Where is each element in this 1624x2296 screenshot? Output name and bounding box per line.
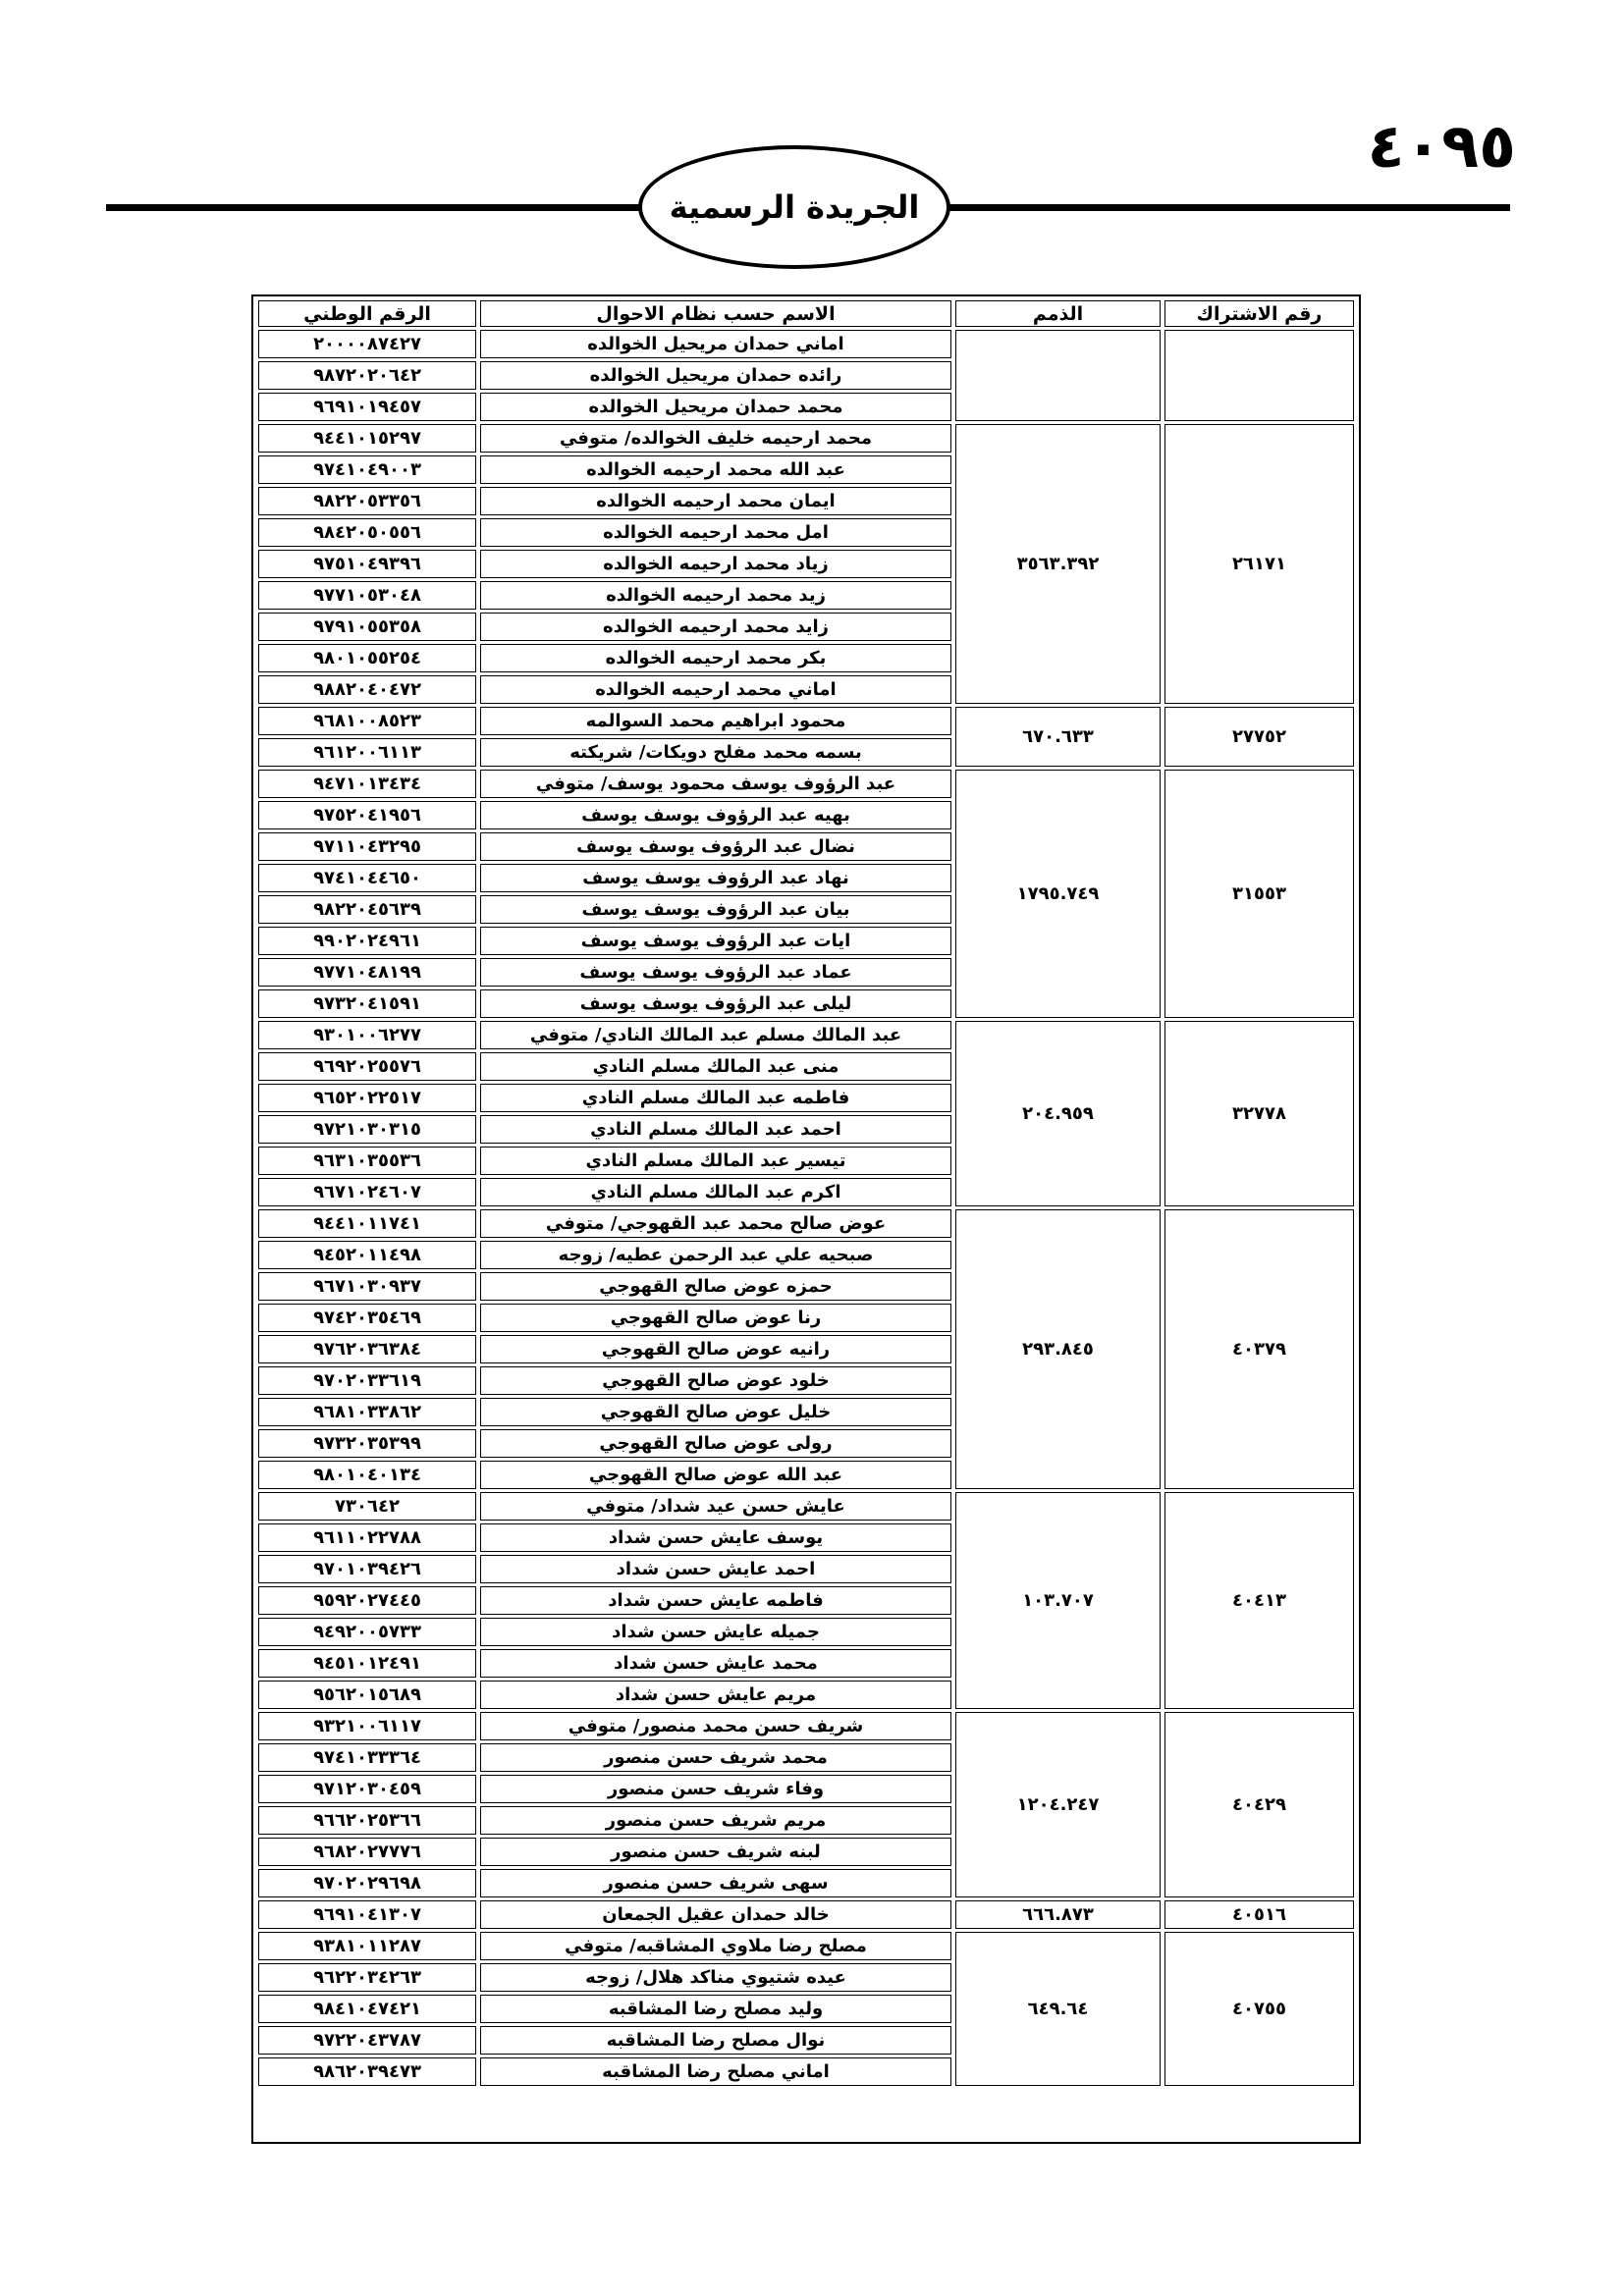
national-id: ٩٨٤٢٠٥٠٥٥٦: [258, 518, 476, 547]
national-id: ٩٨٦٢٠٣٩٤٧٣: [258, 2057, 476, 2086]
header-row: [258, 300, 1354, 327]
person-name: اكرم عبد المالك مسلم النادي: [480, 1178, 951, 1206]
person-name: بكر محمد ارحيمه الخوالده: [480, 644, 951, 672]
national-id: ٩٦٣١٠٣٥٥٣٦: [258, 1147, 476, 1175]
national-id: ٩٧٣٢٠٣٥٣٩٩: [258, 1429, 476, 1458]
national-id: ٩٧٥٢٠٤١٩٥٦: [258, 801, 476, 829]
person-name: محمد عايش حسن شداد: [480, 1649, 951, 1678]
person-name: اماني محمد ارحيمه الخوالده: [480, 675, 951, 704]
person-name: احمد عبد المالك مسلم النادي: [480, 1115, 951, 1144]
subscription-number: ٢٦١٧١: [1164, 424, 1354, 704]
national-id: ٩٧٥١٠٤٩٣٩٦: [258, 550, 476, 578]
person-name: لبنه شريف حسن منصور: [480, 1838, 951, 1866]
national-id: ٧٣٠٦٤٢: [258, 1492, 476, 1521]
national-id: ٩٨٠١٠٥٥٢٥٤: [258, 644, 476, 672]
national-id: ٩٧١٢٠٣٠٤٥٩: [258, 1775, 476, 1803]
national-id: ٩٧٧١٠٥٣٠٤٨: [258, 581, 476, 610]
person-name: خليل عوض صالح القهوجي: [480, 1398, 951, 1426]
subscription-number: ٢٧٧٥٢: [1164, 707, 1354, 767]
person-name: عوض صالح محمد عبد القهوجي/ متوفي: [480, 1209, 951, 1238]
debt-amount: ١٠٣.٧٠٧: [955, 1492, 1161, 1709]
person-name: يوسف عايش حسن شداد: [480, 1523, 951, 1552]
header-name: الاسم حسب نظام الاحوال: [480, 300, 951, 327]
person-name: ليلى عبد الرؤوف يوسف يوسف: [480, 989, 951, 1018]
person-name: رولى عوض صالح القهوجي: [480, 1429, 951, 1458]
person-name: عبد الله محمد ارحيمه الخوالده: [480, 455, 951, 484]
person-name: زياد محمد ارحيمه الخوالده: [480, 550, 951, 578]
person-name: خالد حمدان عقيل الجمعان: [480, 1900, 951, 1929]
subscription-number: ٤٠٧٥٥: [1164, 1932, 1354, 2086]
national-id: ٩٤٥١٠١٢٤٩١: [258, 1649, 476, 1678]
masthead-title: الجريدة الرسمية: [638, 145, 950, 269]
person-name: مريم شريف حسن منصور: [480, 1806, 951, 1835]
table-row: [258, 1712, 1354, 1740]
debt-amount: ١٧٩٥.٧٤٩: [955, 770, 1161, 1018]
national-id: ٩٦٩١٠١٩٤٥٧: [258, 393, 476, 421]
person-name: فاطمه عبد المالك مسلم النادي: [480, 1084, 951, 1112]
person-name: محمد ارحيمه خليف الخوالده/ متوفي: [480, 424, 951, 453]
subscription-number: ٤٠٤١٣: [1164, 1492, 1354, 1709]
person-name: وفاء شريف حسن منصور: [480, 1775, 951, 1803]
table-row: [258, 330, 1354, 358]
table-row: [258, 424, 1354, 453]
table-row: [258, 1492, 1354, 1521]
subscription-number: [1164, 330, 1354, 421]
national-id: ٩٦٨١٠٠٨٥٢٣: [258, 707, 476, 735]
national-id: ٩٦٢٢٠٣٤٢٦٣: [258, 1963, 476, 1992]
person-name: رانيه عوض صالح القهوجي: [480, 1335, 951, 1363]
person-name: ايات عبد الرؤوف يوسف يوسف: [480, 927, 951, 955]
national-id: ٩٧٤١٠٤٤٦٥٠: [258, 864, 476, 892]
national-id: ٩٣٢١٠٠٦١١٧: [258, 1712, 476, 1740]
records-table: [254, 297, 1358, 2089]
national-id: ٩٦٥٢٠٢٢٥١٧: [258, 1084, 476, 1112]
records-body: [258, 330, 1354, 2086]
national-id: ٩٦٩١٠٤١٣٠٧: [258, 1900, 476, 1929]
person-name: عبد الله عوض صالح القهوجي: [480, 1461, 951, 1489]
person-name: احمد عايش حسن شداد: [480, 1555, 951, 1583]
person-name: منى عبد المالك مسلم النادي: [480, 1052, 951, 1081]
person-name: عيده شتيوي مناكد هلال/ زوجه: [480, 1963, 951, 1992]
person-name: بسمه محمد مفلح دويكات/ شريكته: [480, 738, 951, 767]
national-id: ٩٦٧١٠٣٠٩٣٧: [258, 1272, 476, 1301]
national-id: ٩٧٤٢٠٣٥٤٦٩: [258, 1304, 476, 1332]
person-name: اماني مصلح رضا المشاقبه: [480, 2057, 951, 2086]
person-name: رائده حمدان مريحيل الخوالده: [480, 361, 951, 390]
national-id: ٩٨٠١٠٤٠١٣٤: [258, 1461, 476, 1489]
person-name: زيد محمد ارحيمه الخوالده: [480, 581, 951, 610]
person-name: بهيه عبد الرؤوف يوسف يوسف: [480, 801, 951, 829]
debt-amount: ١٢٠٤.٢٤٧: [955, 1712, 1161, 1897]
debt-amount: ٢٠٤.٩٥٩: [955, 1021, 1161, 1206]
national-id: ٩٧٠٢٠٢٩٦٩٨: [258, 1869, 476, 1897]
header-subscription: رقم الاشتراك: [1164, 300, 1354, 327]
national-id: ٩٧٩١٠٥٥٣٥٨: [258, 613, 476, 641]
person-name: محمد شريف حسن منصور: [480, 1743, 951, 1772]
national-id: ٩٨٢٢٠٥٣٣٥٦: [258, 487, 476, 515]
national-id: ٩٤٧١٠١٣٤٣٤: [258, 770, 476, 798]
national-id: ٩٦٨١٠٣٣٨٦٢: [258, 1398, 476, 1426]
debt-amount: [955, 330, 1161, 421]
person-name: عبد المالك مسلم عبد المالك النادي/ متوفي: [480, 1021, 951, 1049]
table-row: [258, 1209, 1354, 1238]
header-national-id: الرقم الوطني: [258, 300, 476, 327]
subscription-number: ٤٠٣٧٩: [1164, 1209, 1354, 1489]
subscription-number: ٣٢٧٧٨: [1164, 1021, 1354, 1206]
national-id: ٩٥٦٢٠١٥٦٨٩: [258, 1681, 476, 1709]
debt-amount: ٣٥٦٣.٣٩٢: [955, 424, 1161, 704]
subscription-number: ٣١٥٥٣: [1164, 770, 1354, 1018]
national-id: ٩٥٩٢٠٢٧٤٤٥: [258, 1586, 476, 1615]
debt-amount: ٦٧٠.٦٣٣: [955, 707, 1161, 767]
person-name: ايمان محمد ارحيمه الخوالده: [480, 487, 951, 515]
national-id: ٩٧٠٢٠٣٣٦١٩: [258, 1366, 476, 1395]
national-id: ٩٧٣٢٠٤١٥٩١: [258, 989, 476, 1018]
national-id: ٩٩٠٢٠٢٤٩٦١: [258, 927, 476, 955]
national-id: ٩٦٧١٠٢٤٦٠٧: [258, 1178, 476, 1206]
person-name: عايش حسن عيد شداد/ متوفي: [480, 1492, 951, 1521]
national-id: ٩٦٦٢٠٢٥٣٦٦: [258, 1806, 476, 1835]
national-id: ٩٨٢٢٠٤٥٦٣٩: [258, 895, 476, 924]
national-id: ٩٧٢٢٠٤٣٧٨٧: [258, 2026, 476, 2055]
national-id: ٩٧٧١٠٤٨١٩٩: [258, 958, 476, 987]
person-name: فاطمه عايش حسن شداد: [480, 1586, 951, 1615]
header-debt: الذمم: [955, 300, 1161, 327]
person-name: خلود عوض صالح القهوجي: [480, 1366, 951, 1395]
national-id: ٢٠٠٠٠٨٧٤٢٧: [258, 330, 476, 358]
national-id: ٩٦٨٢٠٢٧٧٧٦: [258, 1838, 476, 1866]
national-id: ٩٦٩٢٠٢٥٥٧٦: [258, 1052, 476, 1081]
debt-amount: ٦٤٩.٦٤: [955, 1932, 1161, 2086]
person-name: نوال مصلح رضا المشاقبه: [480, 2026, 951, 2055]
subscription-number: ٤٠٤٢٩: [1164, 1712, 1354, 1897]
national-id: ٩٧٦٢٠٣٦٣٨٤: [258, 1335, 476, 1363]
person-name: سهى شريف حسن منصور: [480, 1869, 951, 1897]
national-id: ٩٤٤١٠١٥٢٩٧: [258, 424, 476, 453]
national-id: ٩٨٤١٠٤٧٤٢١: [258, 1995, 476, 2023]
person-name: نضال عبد الرؤوف يوسف يوسف: [480, 832, 951, 861]
person-name: جميله عايش حسن شداد: [480, 1618, 951, 1646]
national-id: ٩٨٧٢٠٢٠٦٤٢: [258, 361, 476, 390]
person-name: نهاد عبد الرؤوف يوسف يوسف: [480, 864, 951, 892]
person-name: زايد محمد ارحيمه الخوالده: [480, 613, 951, 641]
person-name: بيان عبد الرؤوف يوسف يوسف: [480, 895, 951, 924]
person-name: محمد حمدان مريحيل الخوالده: [480, 393, 951, 421]
person-name: وليد مصلح رضا المشاقبه: [480, 1995, 951, 2023]
national-id: ٩٣٠١٠٠٦٢٧٧: [258, 1021, 476, 1049]
national-id: ٩٦١٢٠٠٦١١٣: [258, 738, 476, 767]
table-row: [258, 707, 1354, 735]
national-id: ٩٨٨٢٠٤٠٤٧٢: [258, 675, 476, 704]
national-id: ٩٧١١٠٤٣٢٩٥: [258, 832, 476, 861]
debt-amount: ٦٦٦.٨٧٣: [955, 1900, 1161, 1929]
national-id: ٩٧٤١٠٣٣٣٦٤: [258, 1743, 476, 1772]
national-id: ٩٤٥٢٠١١٤٩٨: [258, 1241, 476, 1269]
table-row: [258, 1021, 1354, 1049]
national-id: ٩٣٨١٠١١٢٨٧: [258, 1932, 476, 1960]
page-number: ٤٠٩٥: [1367, 110, 1516, 182]
national-id: ٩٧٢١٠٣٠٣١٥: [258, 1115, 476, 1144]
table-row: [258, 770, 1354, 798]
national-id: ٩٦١١٠٢٢٧٨٨: [258, 1523, 476, 1552]
table-row: [258, 1932, 1354, 1960]
person-name: صبحيه علي عبد الرحمن عطيه/ زوجه: [480, 1241, 951, 1269]
national-id: ٩٧٠١٠٣٩٤٢٦: [258, 1555, 476, 1583]
person-name: امل محمد ارحيمه الخوالده: [480, 518, 951, 547]
person-name: تيسير عبد المالك مسلم النادي: [480, 1147, 951, 1175]
person-name: عماد عبد الرؤوف يوسف يوسف: [480, 958, 951, 987]
person-name: رنا عوض صالح القهوجي: [480, 1304, 951, 1332]
subscription-number: ٤٠٥١٦: [1164, 1900, 1354, 1929]
debt-amount: ٢٩٣.٨٤٥: [955, 1209, 1161, 1489]
national-id: ٩٧٤١٠٤٩٠٠٣: [258, 455, 476, 484]
person-name: عبد الرؤوف يوسف محمود يوسف/ متوفي: [480, 770, 951, 798]
national-id: ٩٤٤١٠١١٧٤١: [258, 1209, 476, 1238]
person-name: شريف حسن محمد منصور/ متوفي: [480, 1712, 951, 1740]
person-name: حمزه عوض صالح القهوجي: [480, 1272, 951, 1301]
person-name: مريم عايش حسن شداد: [480, 1681, 951, 1709]
person-name: مصلح رضا ملاوي المشاقبه/ متوفي: [480, 1932, 951, 1960]
table-row: [258, 1900, 1354, 1929]
person-name: اماني حمدان مريحيل الخوالده: [480, 330, 951, 358]
person-name: محمود ابراهيم محمد السوالمه: [480, 707, 951, 735]
national-id: ٩٤٩٢٠٠٥٧٣٣: [258, 1618, 476, 1646]
